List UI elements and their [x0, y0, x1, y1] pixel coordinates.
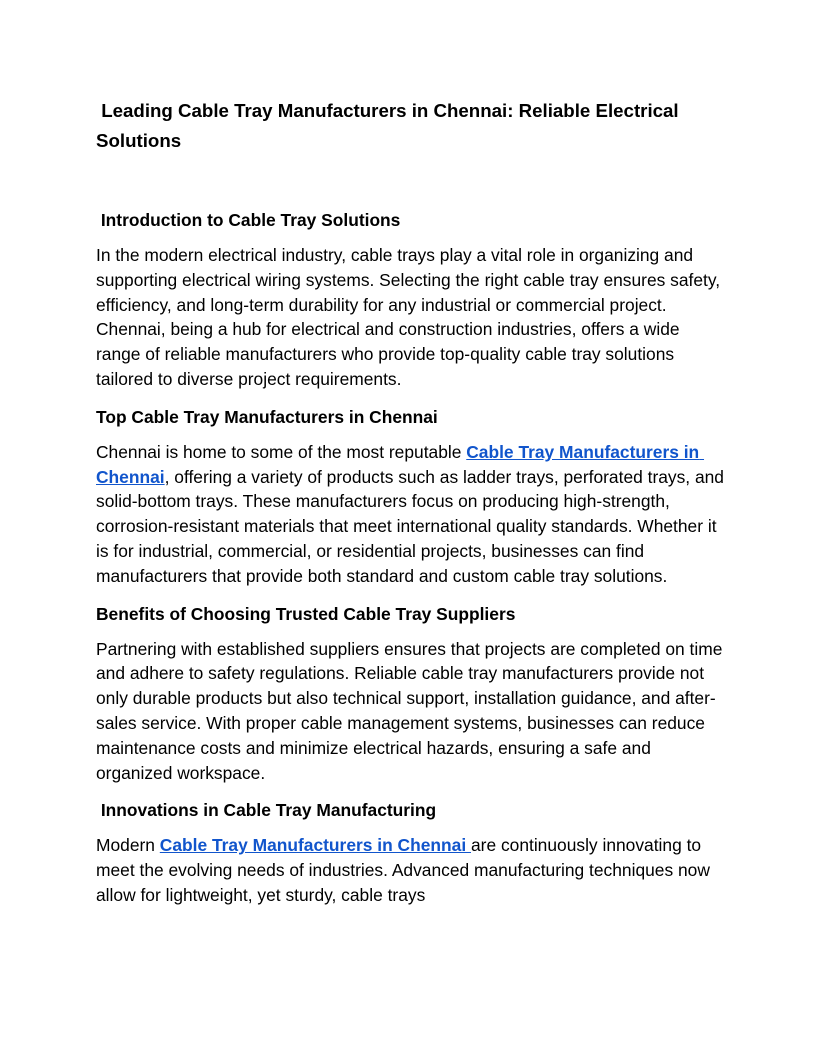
- section-paragraph-top-manufacturers: [96, 440, 729, 589]
- section-paragraph-benefits: Partnering with established suppliers ensures that projects are completed on time and adhere to safety regulations. Reliable cable tray manufacturers provide not only durable products but also technical support, installation guidance, and after-sales service. With proper cable management systems, businesses can reduce maintenance costs and minimize electrical hazards, ensuring a safe and organized workspace.: [96, 638, 728, 783]
- paragraph-text-after-link: , offering a variety of products such as ladder trays, perforated trays, and solid-bottom trays. These manufacturers focus on producing high-strength, corrosion-resistant materials that meet international quality standards. Whether it is for industrial, commercial, or residential projects, businesses can find manufacturers that provide both standard and custom cable tray solutions.: [96, 466, 729, 586]
- cable-tray-manufacturers-link[interactable]: Cable Tray Manufacturers in Chennai: [159, 835, 471, 856]
- paragraph-text-before-link: Chennai is home to some of the most reputable: [96, 441, 467, 462]
- section-paragraph-introduction: In the modern electrical industry, cable trays play a vital role in organizing and supporting electrical wiring systems. Selecting the right cable tray ensures safety, efficiency, and long-term durability for any industrial or commercial project. Chennai, being a hub for electrical and construction industries, offers a wide range of reliable manufacturers who provide top-quality cable tray solutions tailored to diverse project requirements.: [96, 245, 725, 389]
- paragraph-text-after-link: are continuously innovating to meet the evolving needs of industries. Advanced manufacturing techniques now allow for lightweight, yet sturdy, cable trays: [96, 835, 715, 905]
- document-content: [96, 96, 729, 908]
- cable-tray-manufacturers-link[interactable]: Cable Tray Manufacturers in Chennai: [96, 441, 705, 487]
- section-heading-introduction: Introduction to Cable Tray Solutions: [96, 210, 401, 230]
- section-heading-innovations: Innovations in Cable Tray Manufacturing: [96, 800, 437, 821]
- page-title: Leading Cable Tray Manufacturers in Chennai: Reliable Electrical Solutions: [96, 100, 684, 151]
- section-heading-top-manufacturers: Top Cable Tray Manufacturers in Chennai: [96, 406, 438, 427]
- paragraph-text-before-link: Modern: [96, 835, 160, 856]
- section-heading-benefits: Benefits of Choosing Trusted Cable Tray Suppliers: [96, 603, 516, 624]
- section-paragraph-innovations: [96, 833, 726, 907]
